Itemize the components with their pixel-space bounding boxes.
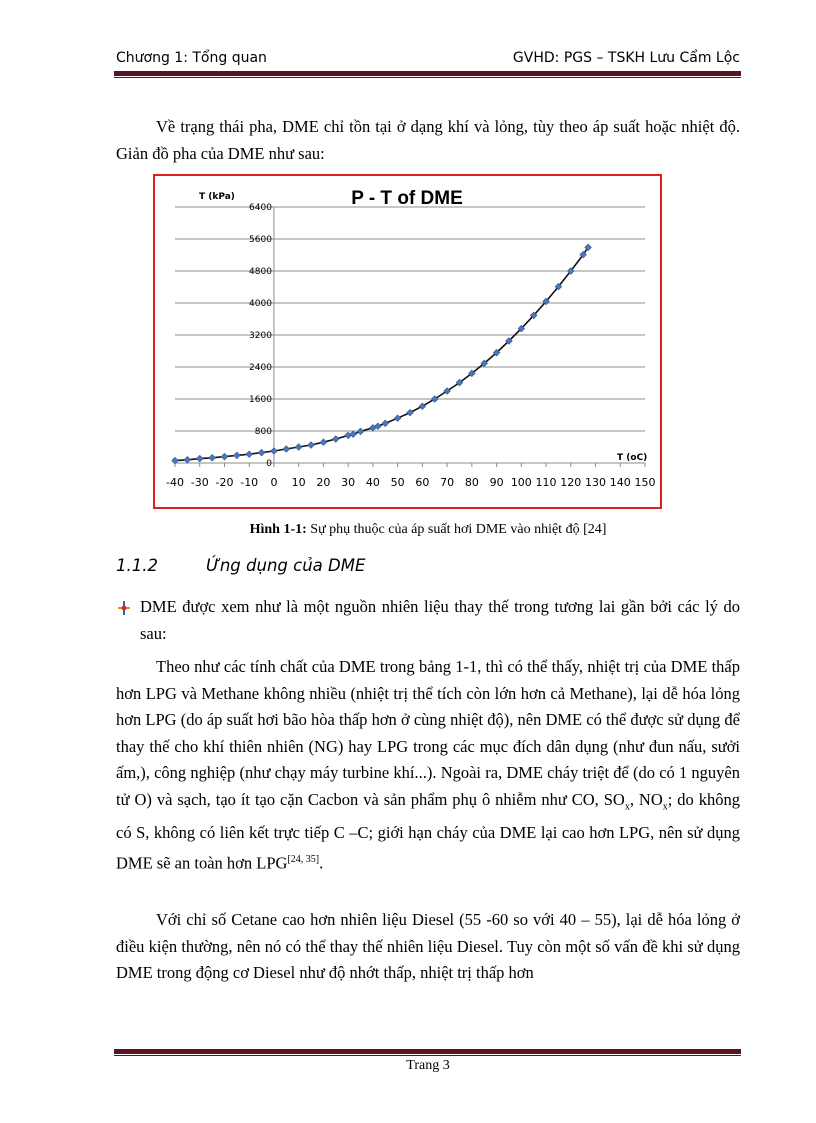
no-subscript: x [662, 800, 668, 812]
x-tick-label: -20 [215, 476, 234, 489]
data-point [394, 415, 401, 422]
chart-title: P - T of DME [351, 188, 463, 209]
data-point [184, 457, 191, 464]
data-point [345, 432, 352, 439]
x-tick-label: 100 [510, 476, 532, 489]
para2-text-4: . [319, 853, 324, 873]
bullet-item [116, 594, 740, 647]
y-tick-label: 4800 [249, 267, 272, 277]
x-tick-label: -40 [166, 476, 184, 489]
header-advisor: GVHD: PGS – TSKH Lưu Cẩm Lộc [512, 50, 740, 66]
chart-axes [175, 207, 648, 467]
section-title: Ứng dụng của DME [206, 556, 366, 575]
y-tick-label: 2400 [249, 363, 272, 373]
data-point [350, 431, 357, 438]
x-tick-label: 40 [365, 476, 380, 489]
y-axis-label: T (kPa) [199, 192, 235, 202]
x-tick-label: 140 [609, 476, 631, 489]
so-subscript: x [624, 800, 630, 812]
x-tick-label: 110 [535, 476, 557, 489]
intro-paragraph: Về trạng thái pha, DME chỉ tồn tại ở dạng khí và lỏng, tùy theo áp suất hoặc nhiệt độ. Giản đồ pha của DME như sau: [116, 117, 740, 163]
header-rule [114, 71, 741, 76]
figure-caption [116, 522, 740, 538]
x-tick-label: -30 [190, 476, 209, 489]
y-tick-label: 6400 [249, 203, 272, 213]
trend-line [175, 247, 588, 460]
bullet-text: DME được xem như là một nguồn nhiên liệu thay thế trong tương lai gần bởi các lý do sau: [140, 597, 740, 643]
x-tick-label: 50 [390, 476, 405, 489]
x-tick-label: 80 [464, 476, 479, 489]
x-tick-label: 0 [270, 476, 278, 489]
chart-frame [153, 174, 662, 509]
y-tick-label: 1600 [249, 395, 272, 405]
data-point [419, 403, 426, 410]
data-point [357, 428, 364, 435]
x-tick-label: 90 [489, 476, 504, 489]
x-tick-labels [166, 476, 655, 489]
pt-chart [155, 176, 660, 507]
y-tick-label: 5600 [249, 235, 272, 245]
data-point [295, 444, 302, 451]
data-point [320, 439, 327, 446]
caption-label: Hình 1-1: [249, 522, 307, 537]
x-tick-label: 20 [316, 476, 331, 489]
x-tick-label: 60 [415, 476, 430, 489]
x-tick-label: 30 [341, 476, 356, 489]
data-point [234, 452, 241, 459]
section-heading [116, 556, 365, 575]
x-tick-label: 150 [634, 476, 656, 489]
data-point [382, 420, 389, 427]
para2-text-1: Theo như các tính chất của DME trong bảng 1-1, thì có thể thấy, nhiệt trị của DME thấp hơn LPG và Methane không nhiều (nhiệt trị thể tích còn lớn hơn cả Methane), lại dễ hóa lỏng hơn LPG (do áp suất hơi bão hòa thấp hơn ở cùng nhiệt độ), nên DME có thể được sử dụng để thay thế cho khí thiên nhiên (NG) hay LPG trong các mục đích dân dụng (như đun nấu, sưởi ấm,), công nghiệp (như chạy máy turbine khí...). Ngoài ra, DME cháy triệt để (do có 1 nguyên tử O) và sạch, tạo ít tạo cặn Cacbon và sản phẩm phụ ô nhiễm như CO, SO [116, 657, 740, 809]
caption-text: Sự phụ thuộc của áp suất hơi DME vào nhiệt độ [24] [306, 522, 607, 537]
para2-text-2: , NO [629, 789, 663, 809]
header-rule-thin [114, 77, 741, 78]
x-tick-label: -10 [240, 476, 259, 489]
y-tick-label: 4000 [249, 299, 272, 309]
x-tick-label: 130 [585, 476, 607, 489]
paragraph-dme-properties [116, 654, 740, 877]
x-axis-label: T (oC) [617, 453, 648, 463]
y-tick-label: 3200 [249, 331, 272, 341]
section-number: 1.1.2 [116, 556, 158, 575]
data-point [271, 448, 278, 455]
pushpin-icon [116, 600, 132, 616]
data-point [196, 455, 203, 462]
chart-grid [175, 207, 645, 431]
y-tick-labels [249, 203, 272, 469]
footer-rule [114, 1049, 741, 1054]
x-tick-label: 10 [291, 476, 306, 489]
data-point [209, 455, 216, 462]
header-chapter: Chương 1: Tổng quan [116, 50, 267, 66]
y-tick-label: 0 [266, 459, 272, 469]
footer-rule-thin [114, 1055, 741, 1056]
data-point [246, 451, 253, 458]
data-point [308, 442, 315, 449]
paragraph-cetane: Với chỉ số Cetane cao hơn nhiên liệu Diesel (55 -60 so với 40 – 55), lại dễ hóa lỏng ở điều kiện thường, nên nó có thể thay thế nhiên liệu Diesel. Tuy còn một số vấn đề khi sử dụng DME trong động cơ Diesel như độ nhớt thấp, nhiệt trị thấp hơn [116, 910, 740, 982]
page-header [116, 50, 740, 70]
x-tick-label: 120 [560, 476, 582, 489]
data-point [258, 449, 265, 456]
page-number: Trang 3 [406, 1058, 450, 1073]
x-tick-label: 70 [440, 476, 455, 489]
data-point [283, 446, 290, 453]
y-tick-label: 800 [254, 427, 272, 437]
data-point [221, 453, 228, 460]
citation-superscript: [24, 35] [287, 853, 320, 865]
data-point [332, 436, 339, 443]
para2-text-3: ; do không có S, không có liên kết trực tiếp C –C; giới hạn cháy của DME lại cao hơn LPG, nên sử dụng DME sẽ an toàn hơn LPG [116, 789, 740, 873]
data-point [407, 409, 414, 416]
